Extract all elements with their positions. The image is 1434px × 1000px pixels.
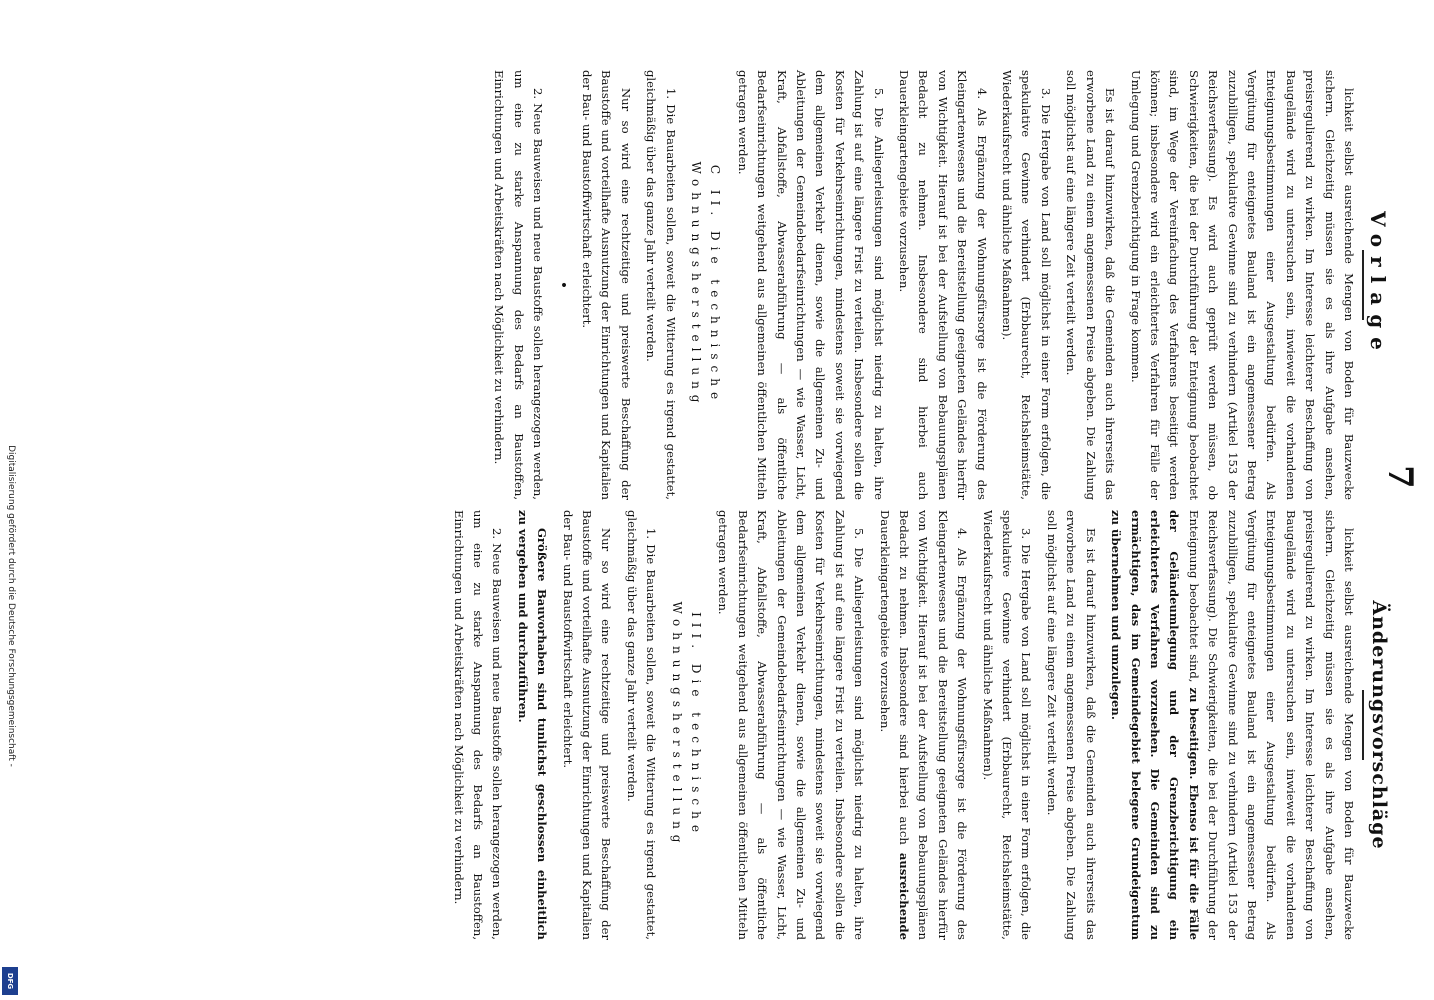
dfg-logo <box>2 967 18 995</box>
right-section-paragraph-3: 2. Neue Bauweisen und neue Baustoffe sollen herangezogen werden, um eine zu starke Anspannung des Bedarfs an Baustoffen, Einrichtungen und Arbeitskräften nach Möglichkeit zu verhindern. <box>451 510 505 940</box>
footer-text: Digitalisierung gefördert durch die Deutsche Forschungsgemeinschaft - <box>6 445 16 767</box>
left-paragraph-5: 5. Die Anliegerleistungen sind möglichst niedrig zu halten, ihre Zahlung ist auf eine längere Frist zu verteilen. Insbesondere sollen die Kosten für Verkehrseinrichtungen, mindestens soweit sie vorwiegend dem allgemeinen Verkehr dienen, sowie die allgemeinen Zu- und Ableitungen der Gemeindebedarfseinrichtungen — wie Wasser, Licht, Kraft, Abfallstoffe, Abwasserabführung — als öffentliche Bedarfseinrichtungen weitgehend aus allgemeinen öffentlichen Mitteln getragen werden. <box>735 70 886 500</box>
right-p1-added-b: Geländeumlegung und der Grenzberichtigung ein erleichtertes Verfahren vorzusehen. Die Gemeinden sind zu ermächtigen, das im Gemeindegebiet belegene Grundeigentum zu übernehmen und umzulegen. <box>1109 510 1182 941</box>
left-paragraph-1: lichkeit selbst ausreichende Mengen von Boden für Bauzwecke sichern. Gleichzeitig müssen sie es als ihre Aufgabe ansehen, preisregulierend zu wirken. Im Interesse leichterer Beschaffung von Baugelände wird zu untersuchen sein, inwieweit die vorhandenen Enteignungsbestimmungen einer Ausgestaltung bedürfen. Als Vergütung für enteignetes Bauland ist ein angemessener Betrag zuzubilligen, spekulative Gewinne sind zu verhindern (Artikel 153 der Reichsverfassung). Es wird auch geprüft werden müssen, ob Schwierigkeiten, die bei der Durchführung der Enteignung beobachtet sind, im Wege der Vereinfachung des Verfahrens beseitigt werden können; insbesondere wird ein erleichtertes Verfahren für Fälle der Umlegung und Grenzberichtigung in Frage kommen. <box>1128 70 1356 500</box>
right-p4-added: ausreichende <box>897 852 912 941</box>
left-paragraph-3: 3. Die Hergabe von Land soll möglichst in einer Form erfolgen, die spekulative Gewinne verhindert (Erbbaurecht, Reichsheimstätte, Wiederkaufsrecht und ähnliche Maßnahmen). <box>1000 70 1053 500</box>
separator-dot: • <box>556 281 571 289</box>
right-paragraph-1 <box>1106 510 1358 940</box>
right-p1-text: lichkeit selbst ausreichende Mengen von Boden für Bauzwecke sichern. Gleichzeitig müssen sie es als ihre Aufgabe ansehen, preisregulierend zu wirken. Im Interesse leichterer Beschaffung von Baugelände wird zu untersuchen sein, inwieweit die vorhandenen Enteignungsbestimmungen einer Ausgestaltung bedürfen. Als Vergütung für enteignetes Bauland ist ein angemessener Betrag zuzubilligen, spekulative Gewinne sind zu verhindern (Artikel 153 der Reichsverfassung). Die Schwierigkeiten, die bei der Durchführung der Enteignung beobachtet sind, <box>1186 510 1356 940</box>
right-paragraph-5: 5. Die Anliegerleistungen sind möglichst niedrig zu halten, ihre Zahlung ist auf eine längere Frist zu verteilen. Insbesondere sollen die Kosten für Verkehrseinrichtungen, mindestens soweit sie vorwiegend dem allgemeinen Verkehr dienen, sowie die allgemeinen Zu- und Ableitungen der Gemeindebedarfseinrichtungen — wie Wasser, Licht, Kraft, Abfallstoffe, Abwasserabführung — als öffentliche Bedarfseinrichtungen weitgehend aus allgemeinen öffentlichen Mitteln getragen werden. <box>716 510 867 940</box>
right-p1-added-a: zu beseitigen. <box>1186 687 1201 780</box>
right-p4-end: Dauerkleingartengebiete vorzusehen. <box>877 510 892 733</box>
right-section-paragraph-2: Nur so wird eine rechtzeitige und preiswerte Beschaffung der Baustoffe und vorteilhafte Ausnutzung der Einrichtungen und Kapitalien der Bau- und Baustoffwirtschaft erleichtert. <box>560 510 614 940</box>
left-section-paragraph-3: 2. Neue Bauweisen und neue Baustoffe sollen herangezogen werden, um eine zu starke Anspannung des Bedarfs an Baustoffen, Einrichtungen und Arbeitskräften nach Möglichkeit zu verhindern. <box>492 70 546 500</box>
left-paragraph-2: Es ist darauf hinzuwirken, daß die Gemeinden auch ihrerseits das erworbene Land zu einem angemessenen Preise abgeben. Die Zahlung soll möglichst auf eine längere Zeit verteilt werden. <box>1064 70 1118 500</box>
right-paragraph-3: 3. Die Hergabe von Land soll möglichst in einer Form erfolgen, die spekulative Gewinne verhindert (Erbbaurecht, Reichsheimstätte, Wiederkaufsrecht und ähnliche Maßnahmen). <box>980 510 1034 940</box>
left-paragraph-4: 4. Als Ergänzung der Wohnungsfürsorge ist die Förderung des Kleingartenwesens und die Bereitstellung geeigneten Geländes hierfür von Wichtigkeit. Hierauf ist bei der Aufstellung von Bebauungsplänen Bedacht zu nehmen. Insbesondere sind hierbei auch Dauerkleingartengebiete vorzusehen. <box>897 70 989 500</box>
right-paragraph-2: Es ist darauf hinzuwirken, daß die Gemeinden auch ihrerseits das erworbene Land zu einem angemessenen Preise abgeben. Die Zahlung soll möglichst auf eine längere Zeit verteilt werden. <box>1044 510 1098 940</box>
page-number: 7 <box>1380 465 1420 489</box>
left-section-heading: C II. Die technische Wohnungsherstellung <box>689 161 723 409</box>
left-column-title: Vorlage <box>1366 211 1390 359</box>
left-section-paragraph-1: 1. Die Bauarbeiten sollen, soweit die Witterung es irgend gestattet, gleichmäßig über das ganze Jahr verteilt werden. <box>644 70 678 500</box>
right-paragraph-4 <box>874 510 971 940</box>
left-column <box>489 70 1358 500</box>
right-p1-added-mid: Ebenso ist für die Fälle der <box>1167 510 1201 941</box>
right-section-heading: III. Die technische Wohnungsherstellung <box>669 601 703 849</box>
right-title-rule <box>1362 690 1364 760</box>
right-p4-text: 4. Als Ergänzung der Wohnungsfürsorge ist die Förderung des Kleingartenwesens und die Bereitstellung geeigneten Geländes hierfür von Wichtigkeit. Hierauf ist bei der Aufstellung von Bebauungsplänen Bedacht zu nehmen. Insbesondere sind hierbei auch <box>897 510 970 940</box>
right-section-paragraph-1: 1. Die Bauarbeiten sollen, soweit die Witterung es irgend gestattet, gleichmäßig über das ganze Jahr verteilt werden. <box>624 510 659 940</box>
right-section-added-paragraph: Größere Bauvorhaben sind tunlichst geschlossen einheitlich zu vergeben und durchzuführen. <box>515 510 550 940</box>
right-column <box>448 510 1358 940</box>
dfg-logo-text: DFG <box>6 972 14 990</box>
left-section-paragraph-2: Nur so wird eine rechtzeitige und preiswerte Beschaffung der Baustoffe und vorteilhafte Ausnutzung der Einrichtungen und Kapitalien der Bau- und Baustoffwirtschaft erleichtert. <box>579 70 633 500</box>
right-column-title: Änderungsvorschläge <box>1368 600 1390 850</box>
digitization-footer <box>0 0 22 1000</box>
left-title-rule <box>1362 250 1364 320</box>
